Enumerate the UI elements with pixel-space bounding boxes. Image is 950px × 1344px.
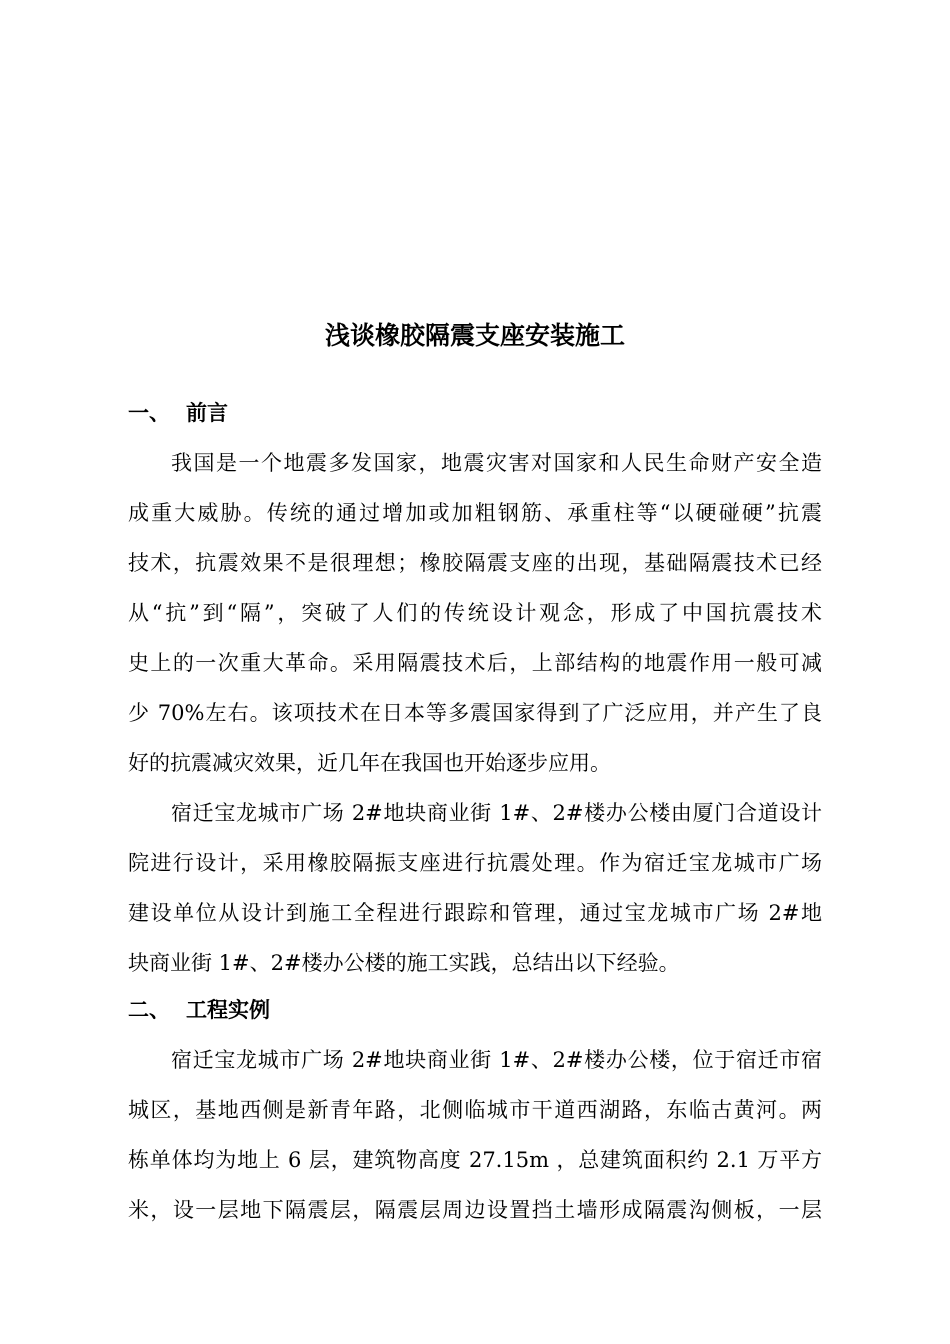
- paragraph: [128, 438, 822, 788]
- paragraph-line: 技术，抗震效果不是很理想；橡胶隔震支座的出现，基础隔震技术已经: [128, 551, 822, 575]
- section-heading-preface: [128, 398, 228, 428]
- paragraph-line: 栋单体均为地上 6 层，建筑物高度 27.15m ，总建筑面积约 2.1 万平方: [128, 1148, 822, 1172]
- paragraph-line: 好的抗震减灾效果，近几年在我国也开始逐步应用。: [128, 751, 611, 775]
- paragraph-line: 从“抗”到“隔”，突破了人们的传统设计观念，形成了中国抗震技术: [128, 601, 822, 625]
- paragraph-line: 建设单位从设计到施工全程进行跟踪和管理，通过宝龙城市广场 2#地: [128, 901, 822, 925]
- paragraph-line: 成重大威胁。传统的通过增加或加粗钢筋、承重柱等“以硬碰硬”抗震: [128, 501, 822, 525]
- paragraph-line: 院进行设计，采用橡胶隔振支座进行抗震处理。作为宿迁宝龙城市广场: [128, 851, 822, 875]
- paragraph: [128, 1035, 822, 1235]
- paragraph: [128, 788, 822, 988]
- section-number: 一、: [128, 401, 170, 425]
- paragraph-line: 我国是一个地震多发国家，地震灾害对国家和人民生命财产安全造: [171, 451, 822, 475]
- paragraph-line: 米，设一层地下隔震层，隔震层周边设置挡土墙形成隔震沟侧板，一层: [128, 1198, 822, 1222]
- section-title: 工程实例: [186, 998, 270, 1022]
- paragraph-line: 块商业街 1#、2#楼办公楼的施工实践，总结出以下经验。: [128, 951, 680, 975]
- section-title: 前言: [186, 401, 228, 425]
- section-number: 二、: [128, 998, 170, 1022]
- paragraph-line: 少 70%左右。该项技术在日本等多震国家得到了广泛应用，并产生了良: [128, 701, 822, 725]
- paragraph-line: 史上的一次重大革命。采用隔震技术后，上部结构的地震作用一般可减: [128, 651, 822, 675]
- paragraph-line: 城区，基地西侧是新青年路，北侧临城市干道西湖路，东临古黄河。两: [128, 1098, 822, 1122]
- section-heading-project-example: [128, 995, 270, 1025]
- paragraph-line: 宿迁宝龙城市广场 2#地块商业街 1#、2#楼办公楼由厦门合道设计: [171, 801, 822, 825]
- document-title: 浅谈橡胶隔震支座安装施工: [324, 321, 625, 350]
- paragraph-line: 宿迁宝龙城市广场 2#地块商业街 1#、2#楼办公楼，位于宿迁市宿: [171, 1048, 822, 1072]
